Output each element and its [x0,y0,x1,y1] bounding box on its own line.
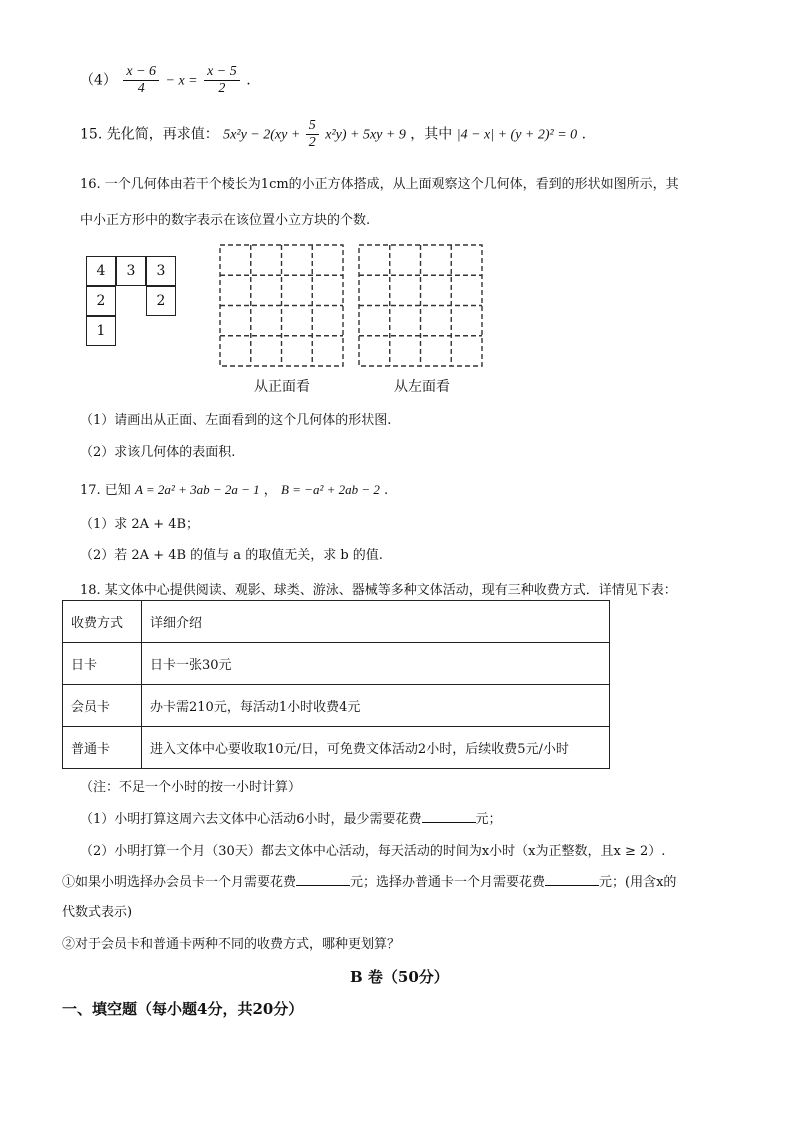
q18-sub2-1-text-c: 元；(用含x的 [599,875,677,890]
q17-question [80,479,388,502]
q14-4-frac1-denominator: 4 [137,81,145,96]
table-cell: 会员卡 [63,685,142,727]
q18-sub1-unit: 元； [475,812,502,827]
q15-expression-part1: 5x²y − 2(xy + [223,127,304,143]
q14-4-label: （4） [80,72,117,89]
q14-4-equation [80,64,251,97]
table-cell: 日卡 [63,643,142,685]
table-row [63,643,610,685]
q18-intro: 18. 某文体中心提供阅读、观影、球类、游泳、器械等多种文体活动，现有三种收费方式．详情见下表： [80,583,677,598]
top-view-cell: 3 [146,256,176,286]
q15-frac-denominator: 2 [308,135,316,150]
q14-4-frac2-denominator: 2 [218,81,226,96]
q18-sub1 [80,809,502,831]
top-view-cell: 3 [116,256,146,286]
q17-expression-b: B = −a² + 2ab − 2 [280,482,380,497]
q18-sub1-text: （1）小明打算这周六去文体中心活动6小时，最少需要花费 [80,812,422,827]
q17-sub1: （1）求 2A + 4B； [80,517,200,532]
q18-sub2-1-text-a: ①如果小明选择办会员卡一个月需要花费 [62,875,297,890]
table-cell: 日卡一张30元 [142,643,610,685]
q14-4-middle: − x = [165,73,198,89]
answer-blank [545,873,599,886]
q14-4-fraction-1 [123,64,159,97]
q18-note: （注：不足一个小时的按一小时计算） [80,780,302,795]
top-view-cell: 4 [86,256,116,286]
q14-4-end: . [246,72,251,89]
answer-blank [296,873,350,886]
q17-end: . [384,483,389,498]
q14-4-frac1-numerator: x − 6 [123,64,159,81]
q15-prefix: 15. 先化简，再求值： [80,126,219,143]
front-view-dashed-grid [219,244,345,368]
table-cell: 办卡需210元，每活动1小时收费4元 [142,685,610,727]
front-view-caption: 从正面看 [254,379,310,395]
fee-table [62,600,610,769]
table-header-cell: 收费方式 [63,601,142,643]
q18-sub2-1 [62,872,676,894]
q18-sub2-1-cont: 代数式表示) [62,905,133,920]
q17-separator: ， [263,483,277,498]
top-view-grid [86,256,178,346]
q17-expression-a: A = 2a² + 3ab − 2a − 1 [134,482,260,497]
table-row [63,727,610,769]
q15-expression-part2: x²y) + 5xy + 9 [325,127,406,143]
part-b-title: B 卷（50分） [350,968,449,986]
table-header-cell: 详细介绍 [142,601,610,643]
part-b-section-heading: 一、填空题（每小题4分，共20分） [62,1000,304,1018]
q15-frac-numerator: 5 [306,118,319,135]
table-cell: 普通卡 [63,727,142,769]
q14-4-fraction-2 [204,64,240,97]
left-view-caption: 从左面看 [394,379,450,395]
q18-sub2-1-text-b: 元；选择办普通卡一个月需要花费 [350,875,546,890]
q15-question [80,118,586,151]
left-view-dashed-grid [358,244,484,368]
q15-end: . [581,126,587,143]
q16-sub2: （2）求该几何体的表面积. [80,445,236,460]
q14-4-frac2-numerator: x − 5 [204,64,240,81]
table-row [63,685,610,727]
q15-condition-prefix: ，其中 [410,126,453,143]
table-cell: 进入文体中心要收取10元/日，可免费文体活动2小时，后续收费5元/小时 [142,727,610,769]
top-view-cell: 2 [146,286,176,316]
top-view-cell: 1 [86,316,116,346]
q16-line1: 16. 一个几何体由若干个棱长为1cm的小正方体搭成，从上面观察这个几何体，看到的形状如图所示，其 [80,177,679,192]
q15-condition: |4 − x| + (y + 2)² = 0 [456,127,578,143]
q17-prefix: 17. 已知 [80,483,131,498]
q15-fraction [306,118,319,151]
q17-sub2: （2）若 2A + 4B 的值与 a 的取值无关，求 b 的值. [80,548,383,563]
answer-blank [422,810,476,823]
q18-sub2-2: ②对于会员卡和普通卡两种不同的收费方式，哪种更划算？ [62,937,401,952]
q18-sub2: （2）小明打算一个月（30天）都去文体中心活动，每天活动的时间为x小时（x为正整数，且x ≥ 2）. [80,844,666,859]
q16-sub1: （1）请画出从正面、左面看到的这个几何体的形状图. [80,413,392,428]
q16-line2: 中小正方形中的数字表示在该位置小立方块的个数. [80,213,371,228]
table-row [63,601,610,643]
top-view-cell: 2 [86,286,116,316]
